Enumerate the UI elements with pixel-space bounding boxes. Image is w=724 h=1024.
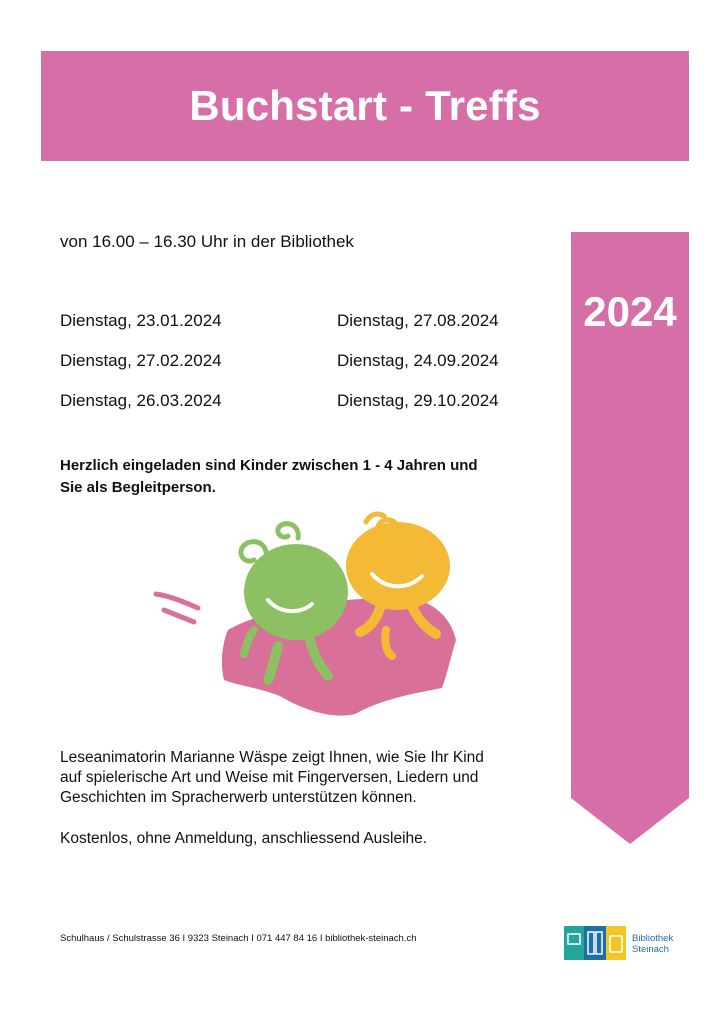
description-line: auf spielerische Art und Weise mit Fingerversen, Liedern und [60,769,479,786]
title-banner [41,51,689,161]
description-line: Leseanimatorin Marianne Wäspe zeigt Ihnen, wie Sie Ihr Kind [60,749,484,766]
buchstart-children-icon [150,510,470,725]
year-ribbon [571,232,689,844]
free-note: Kostenlos, ohne Anmeldung, anschliessend Ausleihe. [60,830,428,847]
page-title: Buchstart - Treffs [189,82,541,129]
invitation-line: Sie als Begleitperson. [60,479,216,496]
invitation-line: Herzlich eingeladen sind Kinder zwischen 1 - 4 Jahren und [60,457,478,474]
time-line: von 16.00 – 16.30 Uhr in der Bibliothek [60,232,354,251]
date-item: Dienstag, 27.02.2024 [60,351,222,370]
logo-line: Bibliothek [632,933,674,944]
year-label: 2024 [583,288,677,335]
dates-column-left [60,310,222,430]
library-logo-text [632,933,673,955]
logo-line: Steinach [632,944,669,955]
date-item: Dienstag, 27.08.2024 [337,311,499,330]
invitation-text [60,455,560,499]
description-text [60,748,550,808]
date-item: Dienstag, 26.03.2024 [60,391,222,410]
description-line: Geschichten im Spracherwerb unterstützen können. [60,789,417,806]
library-logo [562,924,692,964]
library-logo-icon [562,924,628,962]
dates-column-right [337,310,499,430]
date-item: Dienstag, 24.09.2024 [337,351,499,370]
footer-address: Schulhaus / Schulstrasse 36 I 9323 Steinach I 071 447 84 16 I bibliothek-steinach.ch [60,933,417,944]
date-item: Dienstag, 29.10.2024 [337,391,499,410]
date-item: Dienstag, 23.01.2024 [60,311,222,330]
